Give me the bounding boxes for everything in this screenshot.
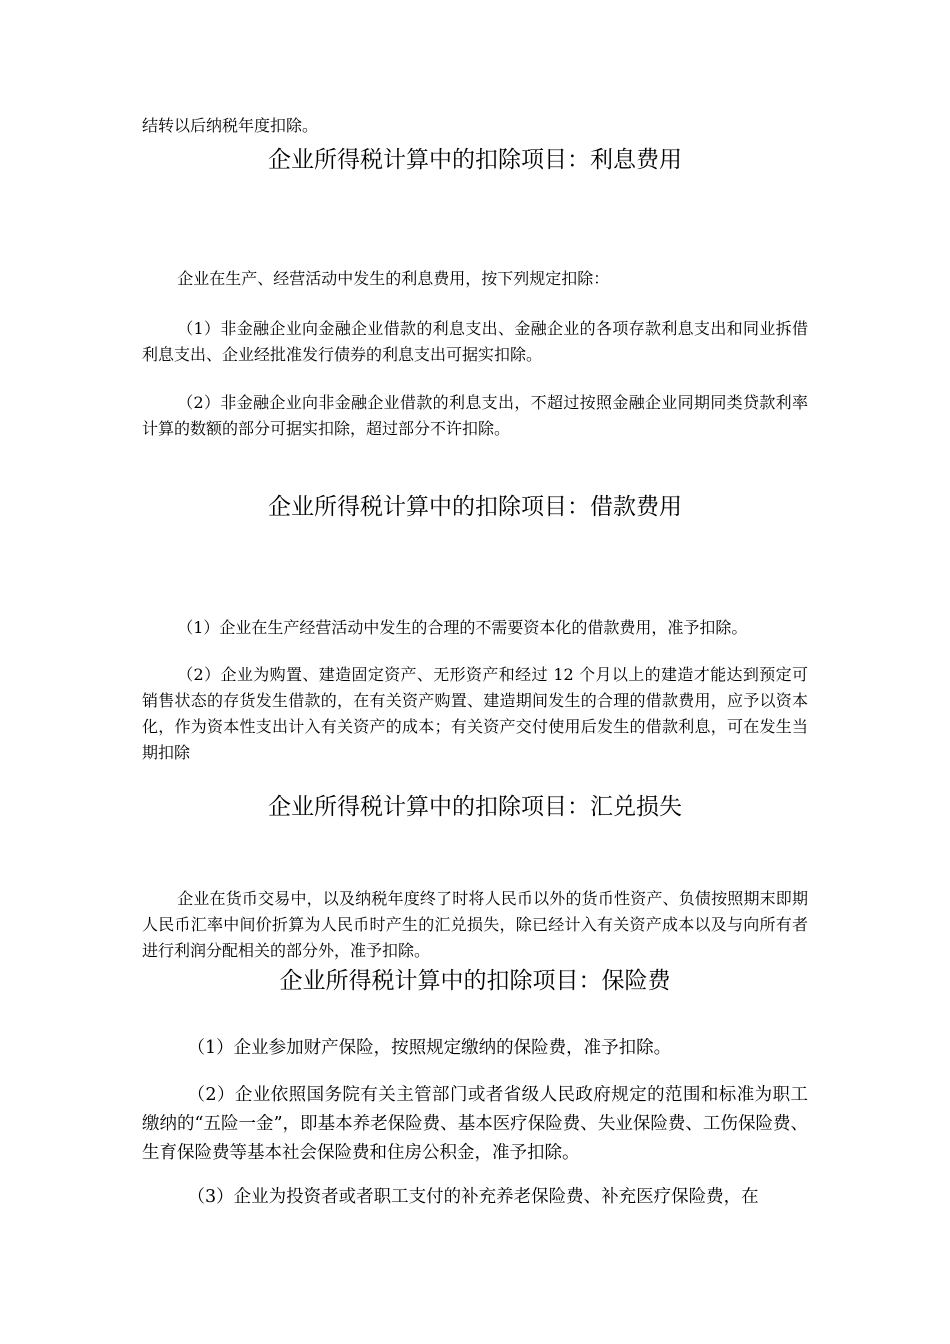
borrowing-paragraph-1: （1）企业在生产经营活动中发生的合理的不需要资本化的借款费用，准予扣除。 [177, 618, 748, 637]
insurance-paragraph-1: （1）企业参加财产保险，按照规定缴纳的保险费，准予扣除。 [187, 1038, 672, 1058]
interest-paragraph-1: 企业在生产、经营活动中发生的利息费用，按下列规定扣除： [177, 269, 610, 288]
interest-paragraph-2: （1）非金融企业向金融企业借款的利息支出、金融企业的各项存款利息支出和同业拆借利息支出、企业经批准发行债券的利息支出可据实扣除。 [142, 319, 808, 364]
section-title-exchange-loss: 企业所得税计算中的扣除项目：汇兑损失 [268, 794, 682, 820]
section-title-interest: 企业所得税计算中的扣除项目：利息费用 [268, 147, 682, 173]
intro-text: 结转以后纳税年度扣除。 [142, 116, 319, 135]
insurance-paragraph-3: （3）企业为投资者或者职工支付的补充养老保险费、补充医疗保险费，在 [187, 1187, 759, 1207]
insurance-paragraph-2: （2）企业依照国务院有关主管部门或者省级人民政府规定的范围和标准为职工缴纳的“五险一金”，即基本养老保险费、基本医疗保险费、失业保险费、工伤保险费、生育保险费等基本社会保险费和住房公积金，准予扣除。 [142, 1085, 808, 1163]
section-title-insurance: 企业所得税计算中的扣除项目：保险费 [279, 968, 671, 994]
borrowing-paragraph-2: （2）企业为购置、建造固定资产、无形资产和经过 12 个月以上的建造才能达到预定可销售状态的存货发生借款的，在有关资产购置、建造期间发生的合理的借款费用，应予以资本化，作为资本性支出计入有关资产的成本；有关资产交付使用后发生的借款利息，可在发生当期扣除 [142, 665, 808, 762]
section-title-borrowing: 企业所得税计算中的扣除项目：借款费用 [268, 494, 682, 520]
exchange-loss-paragraph: 企业在货币交易中，以及纳税年度终了时将人民币以外的货币性资产、负债按照期末即期人民币汇率中间价折算为人民币时产生的汇兑损失，除已经计入有关资产成本以及与向所有者进行利润分配相关的部分外，准予扣除。 [142, 889, 808, 960]
interest-paragraph-3: （2）非金融企业向非金融企业借款的利息支出，不超过按照金融企业同期同类贷款利率计算的数额的部分可据实扣除，超过部分不许扣除。 [142, 393, 808, 438]
